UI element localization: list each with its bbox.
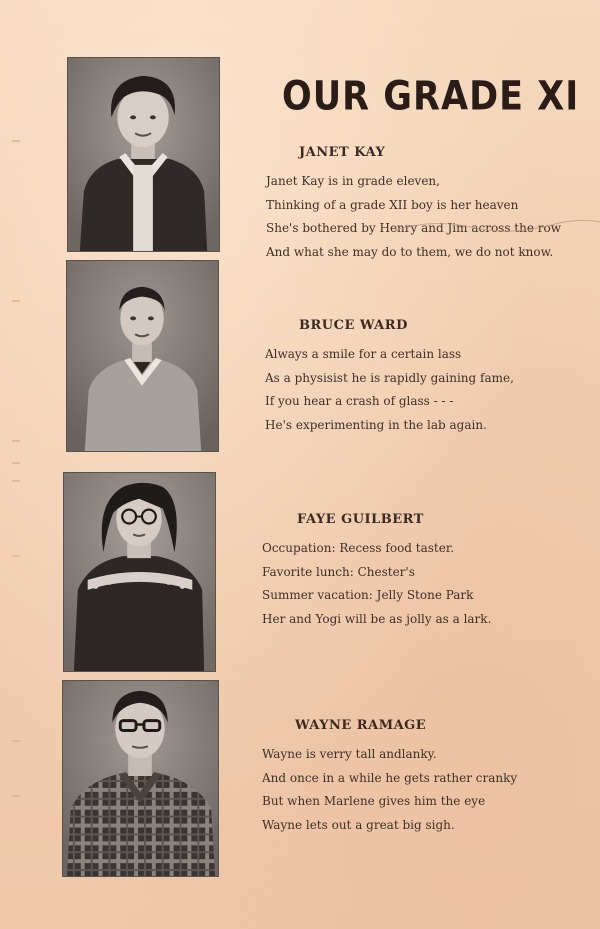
verse-line: If you hear a crash of glass - - - xyxy=(265,394,454,408)
verse-line: Favorite lunch: Chester's xyxy=(262,564,415,579)
student-name: FAYE GUILBERT xyxy=(297,512,424,527)
verse-line: Thinking of a grade XII boy is her heaven xyxy=(266,197,519,212)
binding-holes xyxy=(6,0,24,929)
verse-line: Always a smile for a certain lass xyxy=(265,347,462,361)
paper-crease xyxy=(395,212,600,240)
verse-line: Her and Yogi will be as jolly as a lark. xyxy=(262,611,492,626)
verse-line: As a physisist he is rapidly gaining fame, xyxy=(265,370,514,385)
portrait-boy-icon xyxy=(66,260,219,452)
portrait-girl-glasses-icon xyxy=(63,472,216,672)
page-title: OUR GRADE XI xyxy=(282,74,580,120)
verse-line: She's bothered by Henry and Jim across the row xyxy=(266,221,562,235)
verse-line: Janet Kay is in grade eleven, xyxy=(266,174,440,188)
verse-line: Wayne is verry tall andlanky. xyxy=(262,747,437,761)
verse-line: Summer vacation: Jelly Stone Park xyxy=(262,588,474,602)
portrait-boy-glasses-icon xyxy=(62,680,219,877)
student-name: BRUCE WARD xyxy=(299,318,408,333)
verse-line: And once in a while he gets rather cranky xyxy=(262,770,518,785)
verse-line: He's experimenting in the lab again. xyxy=(265,417,487,432)
student-verse xyxy=(262,537,491,631)
student-name: JANET KAY xyxy=(299,145,386,160)
student-name: WAYNE RAMAGE xyxy=(295,718,427,733)
student-verse xyxy=(262,743,517,837)
verse-line: And what she may do to them, we do not know. xyxy=(266,244,554,259)
verse-line: Occupation: Recess food taster. xyxy=(262,541,455,555)
student-verse xyxy=(265,343,514,437)
verse-line: But when Marlene gives him the eye xyxy=(262,794,486,808)
verse-line: Wayne lets out a great big sigh. xyxy=(262,817,455,832)
portrait-girl-icon xyxy=(67,57,220,252)
